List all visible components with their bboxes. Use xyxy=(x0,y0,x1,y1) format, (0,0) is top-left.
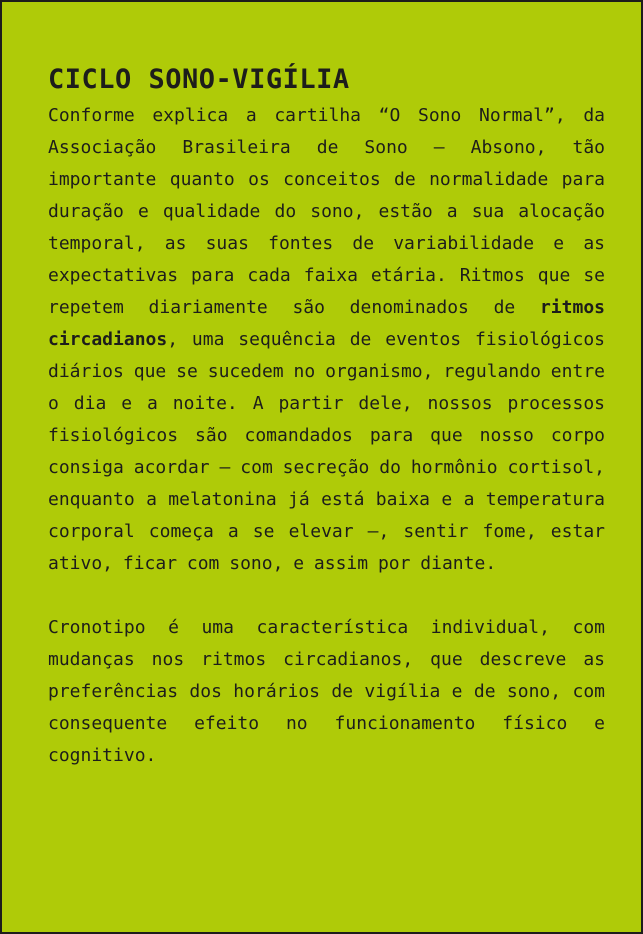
section-title: CICLO SONO-VIGÍLIA xyxy=(48,64,350,95)
paragraph-1 xyxy=(48,100,605,580)
term-ritmos-circadianos: ritmos circadianos xyxy=(48,297,605,350)
paragraph-2: Cronotipo é uma característica individual, com mudanças nos ritmos circadianos, que descreve as preferências dos horários de vigília e de sono, com consequente efeito no funcionamento físico e cognitivo. xyxy=(48,617,605,766)
box-content xyxy=(48,60,605,772)
paragraph-1-text-b: , uma sequência de eventos fisiológicos diários que se sucedem no organismo, regulando entre o dia e a noite. A partir dele, nossos processos fisiológicos são comandados para que nosso corpo consiga acordar – com secreção do hormônio cortisol, enquanto a melatonina já está baixa e a temperatura corporal começa a se elevar –, sentir fome, estar ativo, ficar com sono, e assim por diante. xyxy=(48,329,605,574)
paragraph-1-text-a: Conforme explica a cartilha “O Sono Normal”, da Associação Brasileira de Sono – Absono, tão importante quanto os conceitos de normalidade para duração e qualidade do sono, estão a sua alocação temporal, as suas fontes de variabilidade e as expectativas para cada faixa etária. Ritmos que se repetem diariamente são denominados de xyxy=(48,105,605,318)
